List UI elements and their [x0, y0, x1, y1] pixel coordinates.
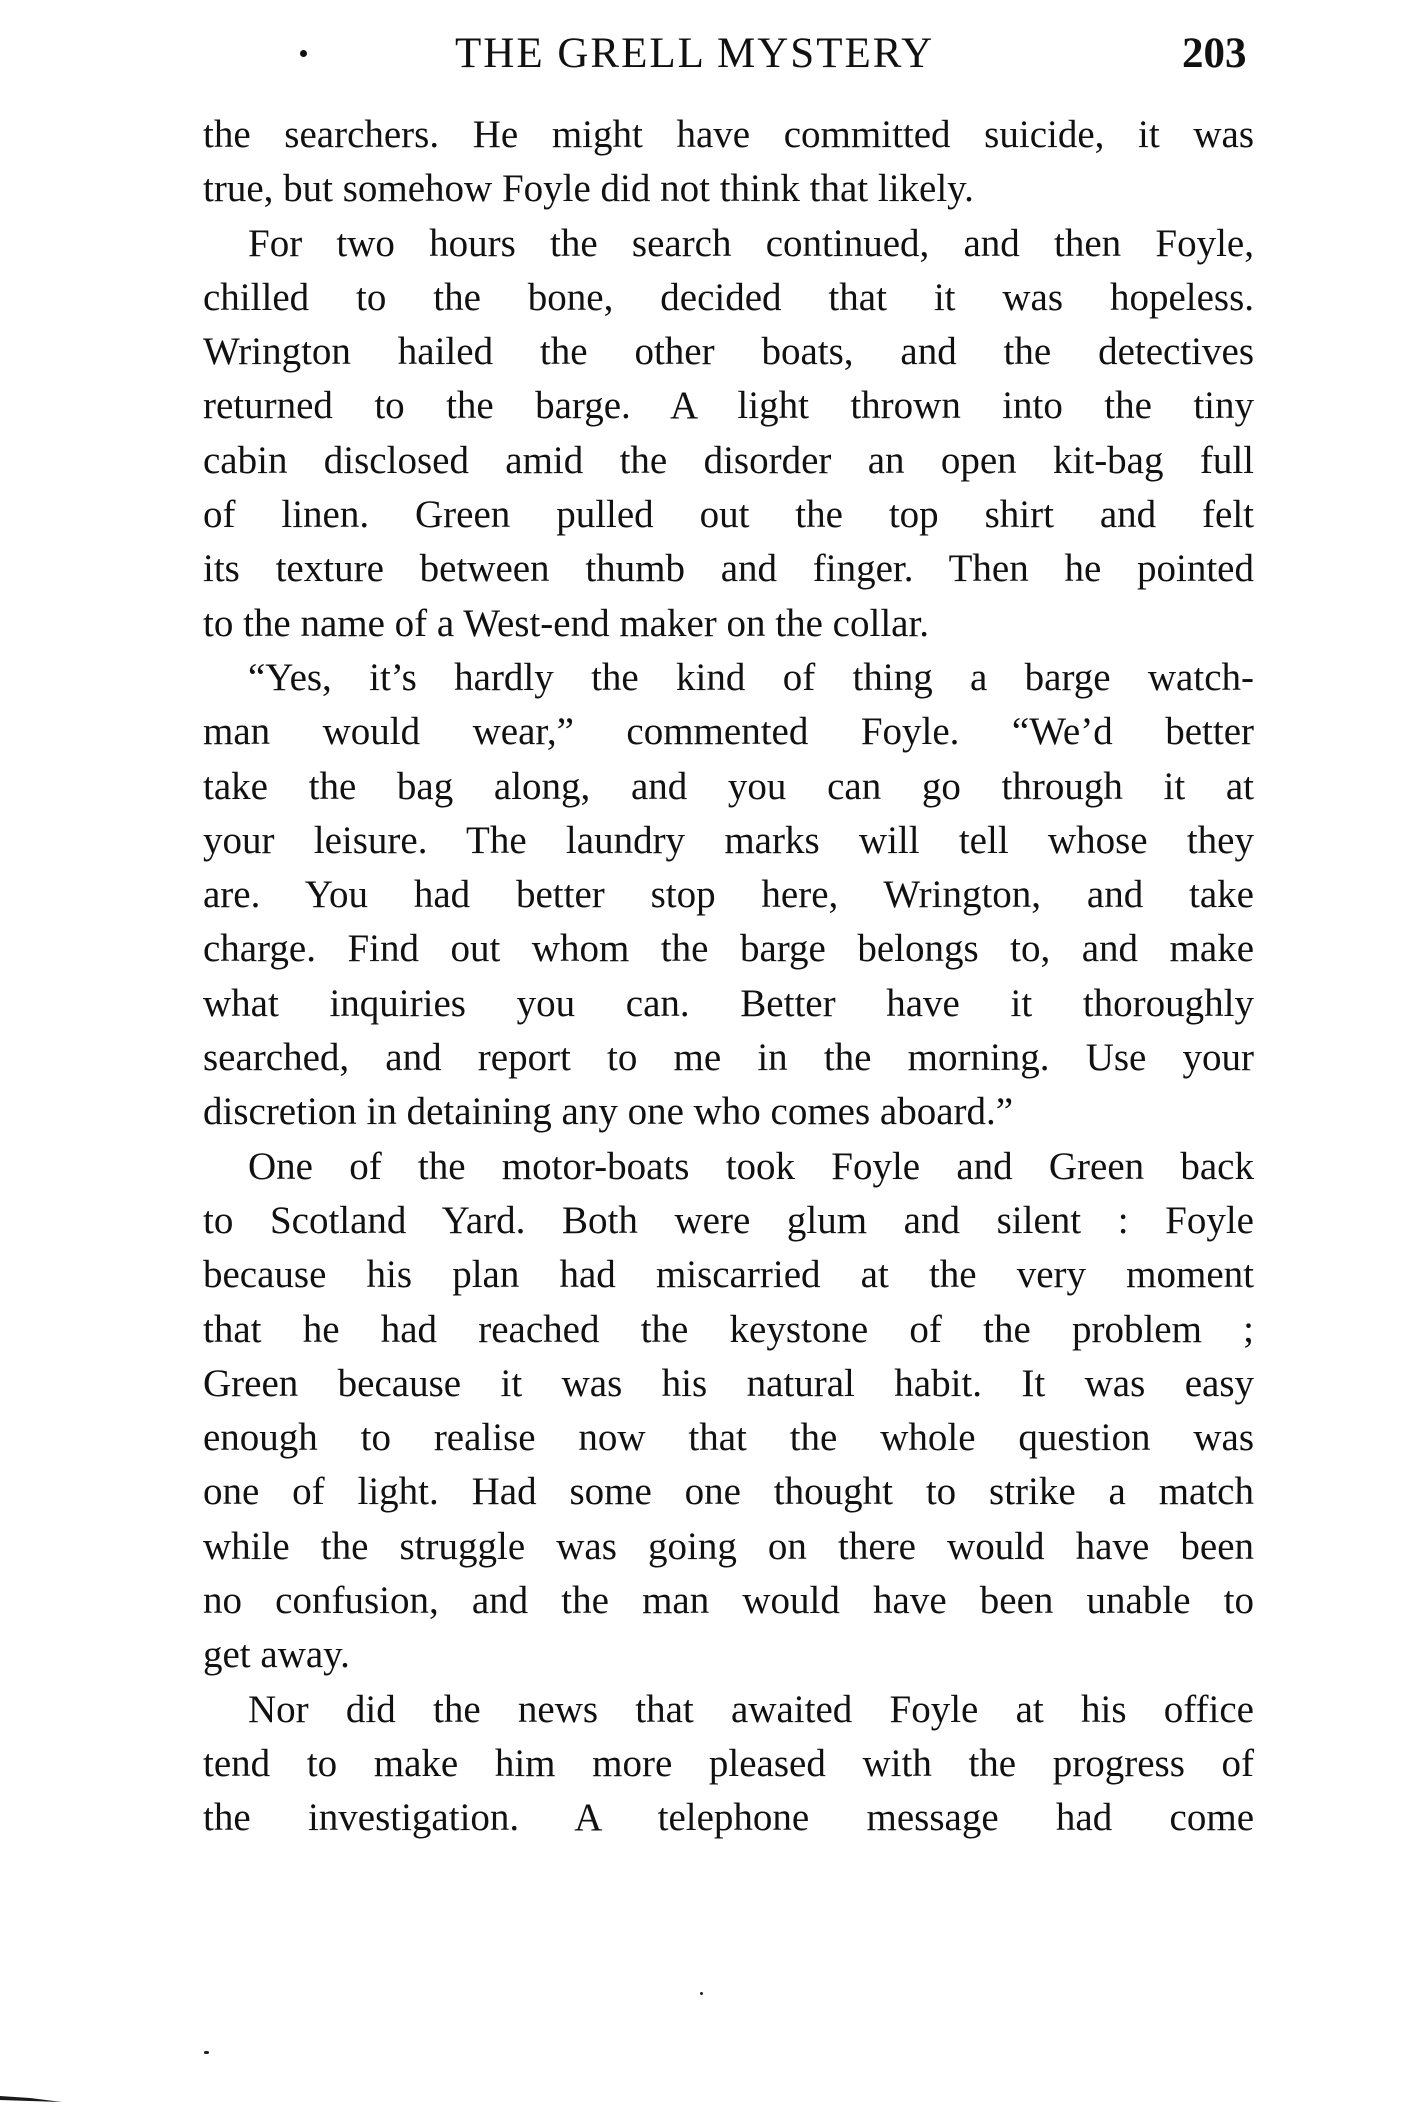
running-header — [0, 28, 1427, 88]
paragraph — [203, 217, 1254, 651]
print-speck — [700, 1992, 703, 1995]
text-line: get away. — [203, 1633, 350, 1677]
text-line: true, but somehow Foyle did not think that likely. — [203, 167, 974, 211]
paragraph — [203, 1683, 1254, 1846]
paragraph — [203, 651, 1254, 1140]
text-line: tend to make him more pleased with the progress of — [203, 1741, 1254, 1785]
text-line: cabin disclosed amid the disorder an open kit-bag full — [203, 438, 1254, 482]
print-speck — [204, 2051, 209, 2054]
text-line: For two hours the search continued, and then Foyle, — [248, 221, 1254, 265]
text-line: One of the motor-boats took Foyle and Green back — [248, 1144, 1254, 1188]
text-line: charge. Find out whom the barge belongs to, and make — [203, 927, 1254, 971]
text-line: returned to the barge. A light thrown into the tiny — [203, 384, 1254, 428]
text-line: enough to realise now that the whole question was — [203, 1416, 1254, 1460]
text-line: while the struggle was going on there would have been — [203, 1524, 1254, 1568]
text-line: Green because it was his natural habit. It was easy — [203, 1361, 1254, 1405]
text-line: of linen. Green pulled out the top shirt and felt — [203, 493, 1254, 537]
text-line: the searchers. He might have committed suicide, it was — [203, 113, 1254, 156]
text-line: are. You had better stop here, Wrington, and take — [203, 873, 1254, 917]
text-line: to the name of a West-end maker on the collar. — [203, 601, 930, 645]
text-line: its texture between thumb and finger. Then he pointed — [203, 547, 1254, 591]
text-line: that he had reached the keystone of the problem ; — [203, 1307, 1254, 1351]
text-line: Wrington hailed the other boats, and the detectives — [203, 330, 1254, 374]
page-number: 203 — [1182, 30, 1247, 77]
text-line: what inquiries you can. Better have it thoroughly — [203, 981, 1254, 1025]
text-line: searched, and report to me in the morning. Use your — [203, 1036, 1254, 1080]
text-line: to Scotland Yard. Both were glum and silent : Foyle — [203, 1198, 1254, 1242]
text-line: no confusion, and the man would have been unable to — [203, 1579, 1254, 1623]
text-line: Nor did the news that awaited Foyle at his office — [248, 1687, 1254, 1731]
page-edge-mark — [0, 2094, 64, 2104]
text-line: man would wear,” commented Foyle. “We’d better — [203, 710, 1254, 754]
paragraph — [203, 108, 1254, 217]
running-title: THE GRELL MYSTERY — [455, 30, 935, 77]
text-line: your leisure. The laundry marks will tell whose they — [203, 818, 1254, 862]
text-line: because his plan had miscarried at the very moment — [203, 1253, 1254, 1297]
text-line: “Yes, it’s hardly the kind of thing a barge watch- — [248, 655, 1254, 699]
header-ornament-dot — [300, 50, 307, 57]
text-line: take the bag along, and you can go through it at — [203, 764, 1254, 808]
text-line: chilled to the bone, decided that it was hopeless. — [203, 275, 1254, 319]
body-text — [203, 108, 1254, 1846]
paragraph — [203, 1140, 1254, 1683]
text-line: one of light. Had some one thought to strike a match — [203, 1470, 1254, 1514]
text-line: discretion in detaining any one who comes aboard.” — [203, 1090, 1014, 1134]
text-line: the investigation. A telephone message had come — [203, 1796, 1254, 1840]
